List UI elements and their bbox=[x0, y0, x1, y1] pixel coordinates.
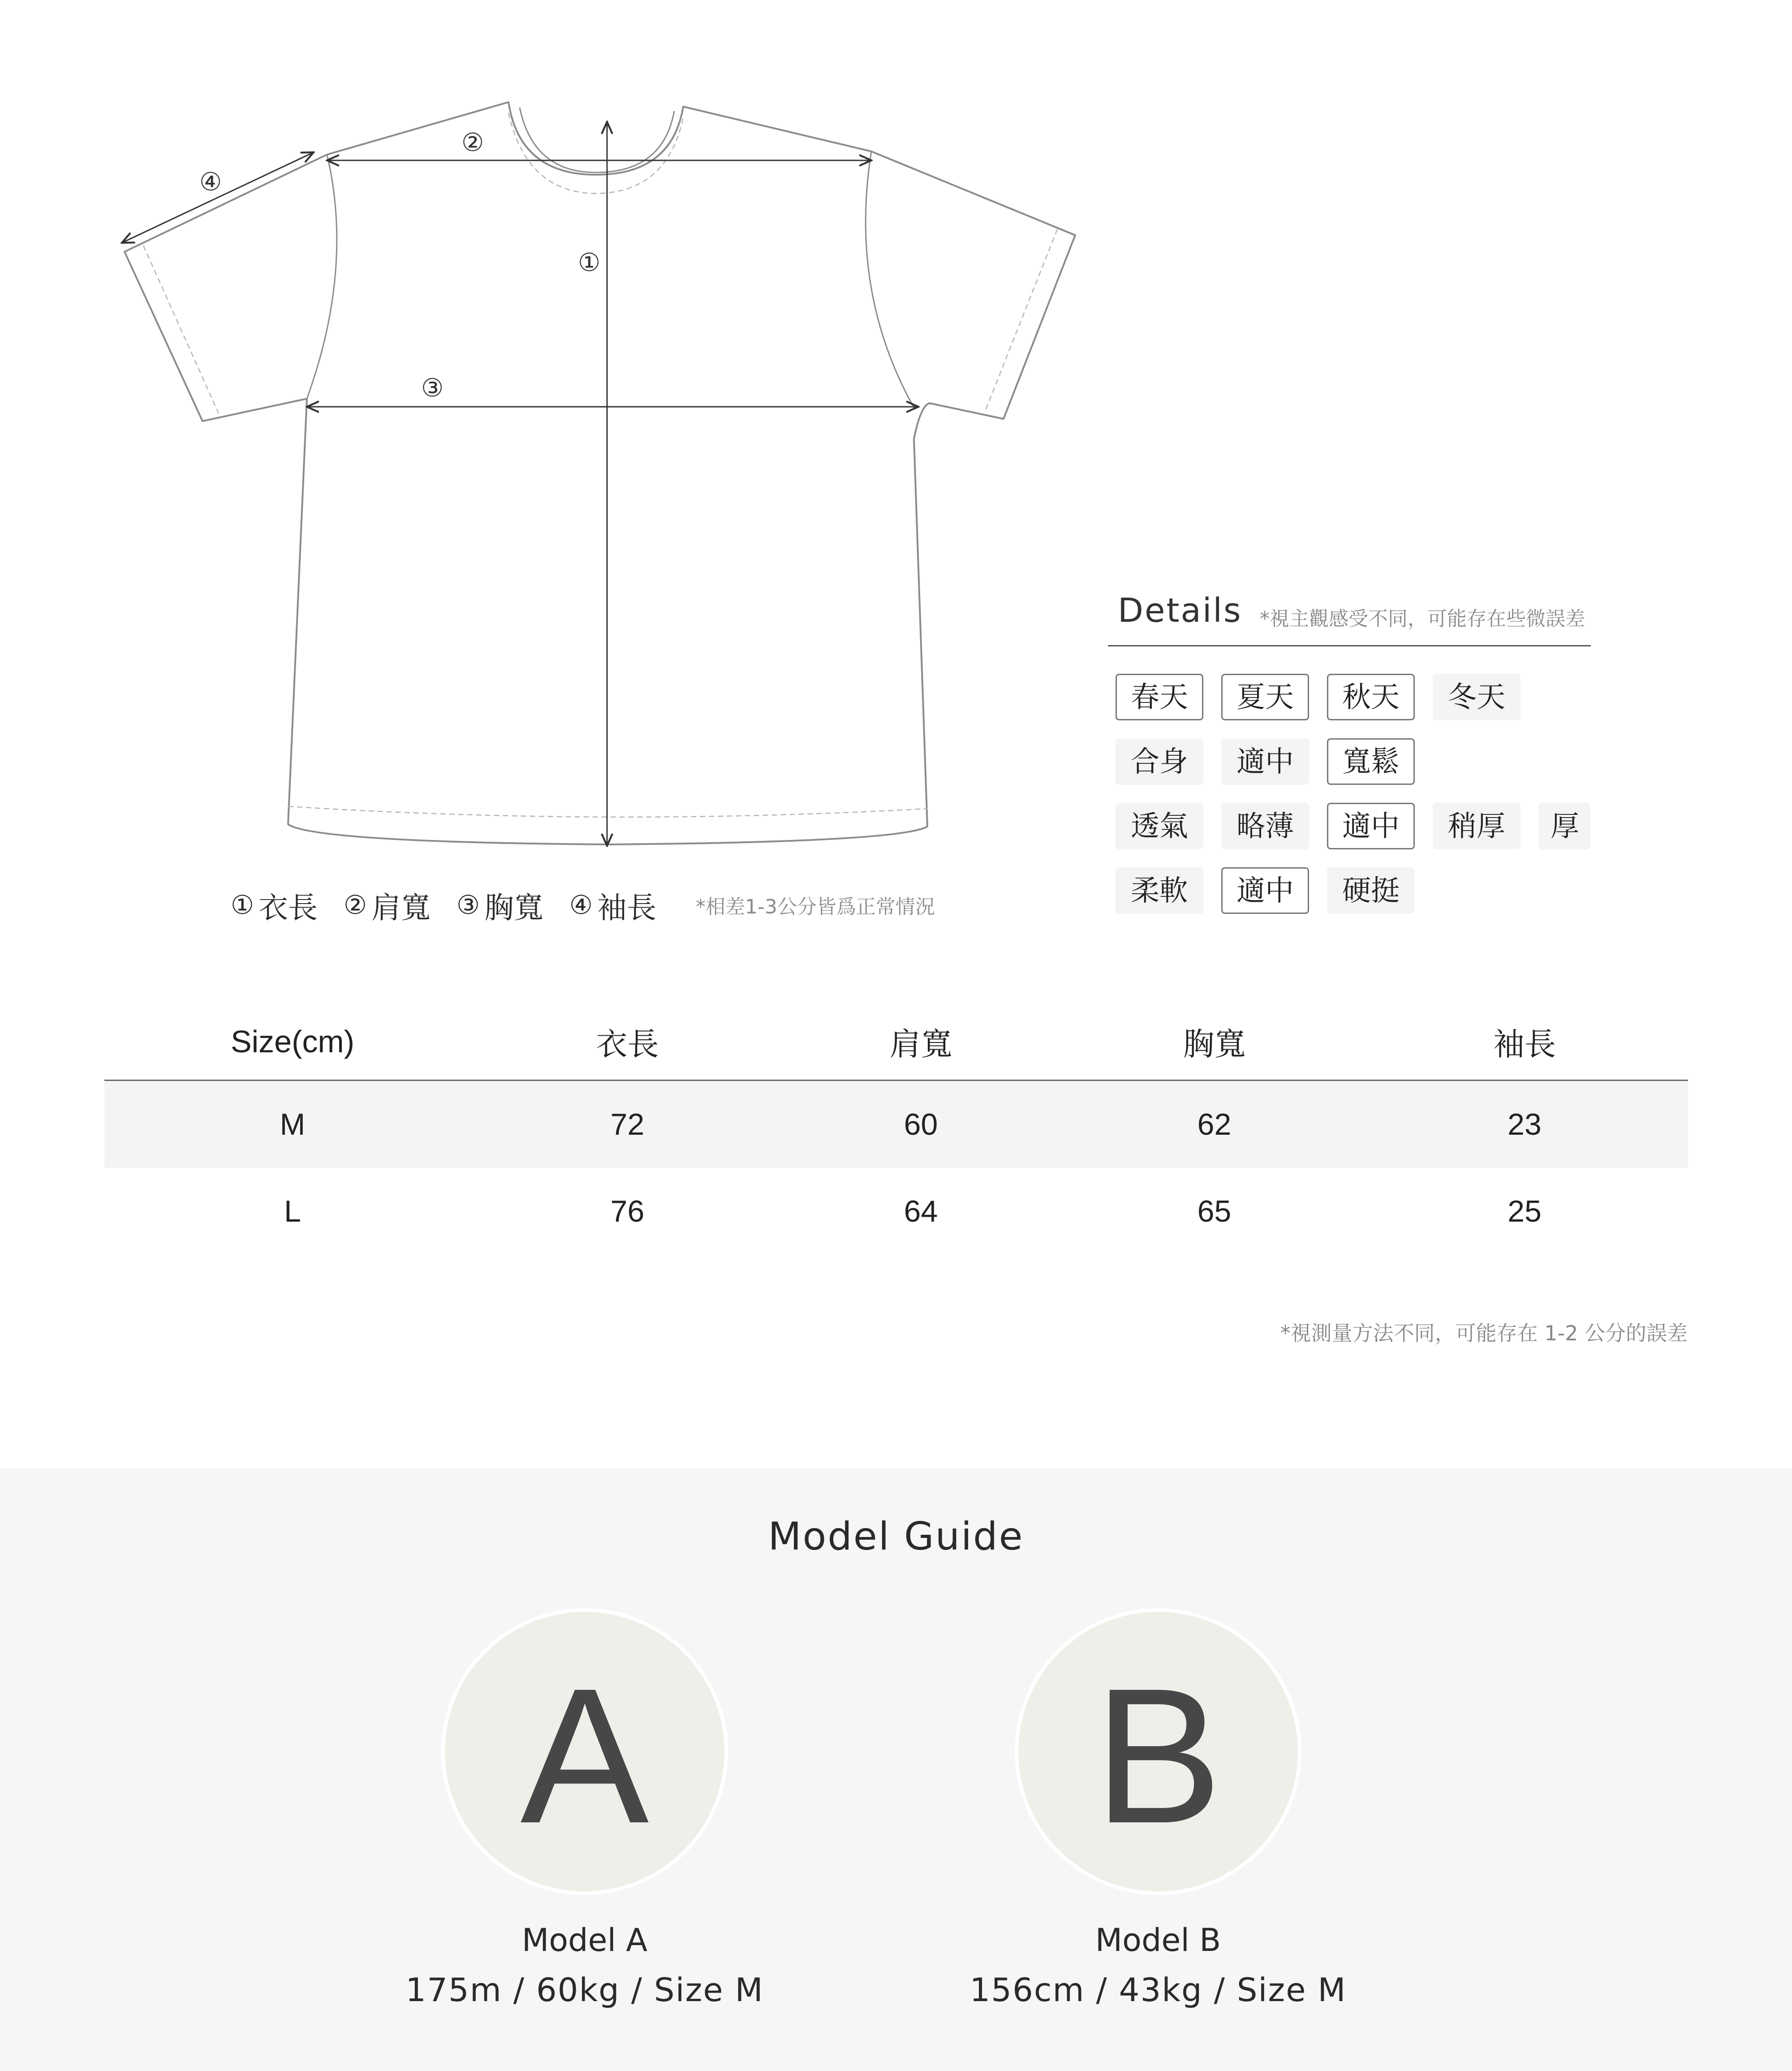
legend-label: 胸寬 bbox=[484, 890, 543, 925]
header-size: Size(cm) bbox=[230, 1024, 355, 1059]
model-b-avatar bbox=[1015, 1608, 1301, 1895]
chip-loose: 寬鬆 bbox=[1327, 738, 1415, 785]
legend-label: 肩寬 bbox=[371, 890, 431, 925]
cell-chest: 65 bbox=[1197, 1194, 1232, 1228]
marker-length: ① bbox=[578, 248, 601, 277]
details-title: Details bbox=[1118, 591, 1242, 630]
cell-sleeve: 25 bbox=[1508, 1194, 1542, 1228]
tshirt-measurement-diagram bbox=[0, 0, 1120, 896]
header-length: 衣長 bbox=[596, 1026, 659, 1062]
table-row bbox=[104, 1081, 1688, 1168]
legend-note: *相差1-3公分皆爲正常情況 bbox=[696, 896, 935, 918]
chip-thin: 略薄 bbox=[1221, 803, 1309, 849]
model-guide-title: Model Guide bbox=[768, 1514, 1024, 1559]
marker-sleeve: ④ bbox=[199, 168, 222, 197]
chip-spring: 春天 bbox=[1116, 674, 1203, 720]
model-b-stats: 156cm / 43kg / Size M bbox=[969, 1971, 1347, 2009]
chip-stiff: 硬挺 bbox=[1327, 867, 1415, 914]
model-a-avatar bbox=[441, 1608, 728, 1895]
legend-label: 袖長 bbox=[597, 890, 656, 925]
cell-shoulder: 64 bbox=[904, 1194, 938, 1228]
marker-shoulder: ② bbox=[461, 128, 484, 157]
size-table bbox=[104, 1003, 1688, 1255]
chip-moderate: 適中 bbox=[1221, 867, 1309, 914]
details-row-season bbox=[1116, 674, 1538, 720]
table-row bbox=[104, 1168, 1688, 1255]
chip-thick: 厚 bbox=[1538, 803, 1590, 849]
chip-winter: 冬天 bbox=[1433, 674, 1521, 720]
details-divider bbox=[1108, 645, 1591, 646]
cell-size: L bbox=[284, 1194, 301, 1228]
measurement-arrows bbox=[122, 122, 918, 846]
cell-length: 76 bbox=[610, 1194, 645, 1228]
marker-chest: ③ bbox=[421, 374, 444, 403]
cell-size: M bbox=[280, 1107, 306, 1141]
chip-breathable: 透氣 bbox=[1116, 803, 1203, 849]
tshirt-outline bbox=[125, 102, 1075, 844]
legend-number: ② bbox=[344, 890, 367, 920]
legend-number: ④ bbox=[569, 890, 593, 920]
legend-number: ① bbox=[231, 890, 254, 920]
legend-item-chest bbox=[457, 884, 543, 926]
model-a-letter: A bbox=[520, 1649, 649, 1864]
model-b-name: Model B bbox=[1095, 1922, 1221, 1959]
legend-item-length bbox=[231, 884, 318, 926]
model-b-letter: B bbox=[1094, 1649, 1223, 1864]
table-header-row bbox=[104, 1003, 1688, 1081]
chip-medium: 適中 bbox=[1327, 803, 1415, 849]
details-row-fit bbox=[1116, 738, 1433, 785]
legend-item-sleeve bbox=[569, 884, 656, 926]
legend-label: 衣長 bbox=[258, 890, 318, 925]
details-row-thickness bbox=[1116, 803, 1590, 849]
chip-slightly-thick: 稍厚 bbox=[1433, 803, 1521, 849]
cell-shoulder: 60 bbox=[904, 1107, 938, 1141]
chip-autumn: 秋天 bbox=[1327, 674, 1415, 720]
model-a-name: Model A bbox=[521, 1922, 648, 1959]
measurement-legend bbox=[231, 885, 935, 925]
details-row-softness bbox=[1116, 867, 1433, 914]
header-shoulder: 肩寬 bbox=[889, 1026, 952, 1062]
chip-regular: 適中 bbox=[1221, 738, 1309, 785]
header-sleeve: 袖長 bbox=[1493, 1026, 1556, 1062]
cell-sleeve: 23 bbox=[1508, 1107, 1542, 1141]
details-note: *視主觀感受不同，可能存在些微誤差 bbox=[1260, 607, 1585, 630]
chip-fitted: 合身 bbox=[1116, 738, 1203, 785]
header-chest: 胸寬 bbox=[1183, 1026, 1246, 1062]
tshirt-stitching bbox=[143, 113, 1057, 817]
cell-chest: 62 bbox=[1197, 1107, 1232, 1141]
legend-number: ③ bbox=[457, 890, 480, 920]
chip-soft: 柔軟 bbox=[1116, 867, 1203, 914]
table-note: *視測量方法不同，可能存在 1-2 公分的誤差 bbox=[1280, 1321, 1688, 1345]
model-a-stats: 175m / 60kg / Size M bbox=[405, 1971, 764, 2009]
legend-item-shoulder bbox=[344, 884, 431, 926]
chip-summer: 夏天 bbox=[1221, 674, 1309, 720]
cell-length: 72 bbox=[610, 1107, 645, 1141]
